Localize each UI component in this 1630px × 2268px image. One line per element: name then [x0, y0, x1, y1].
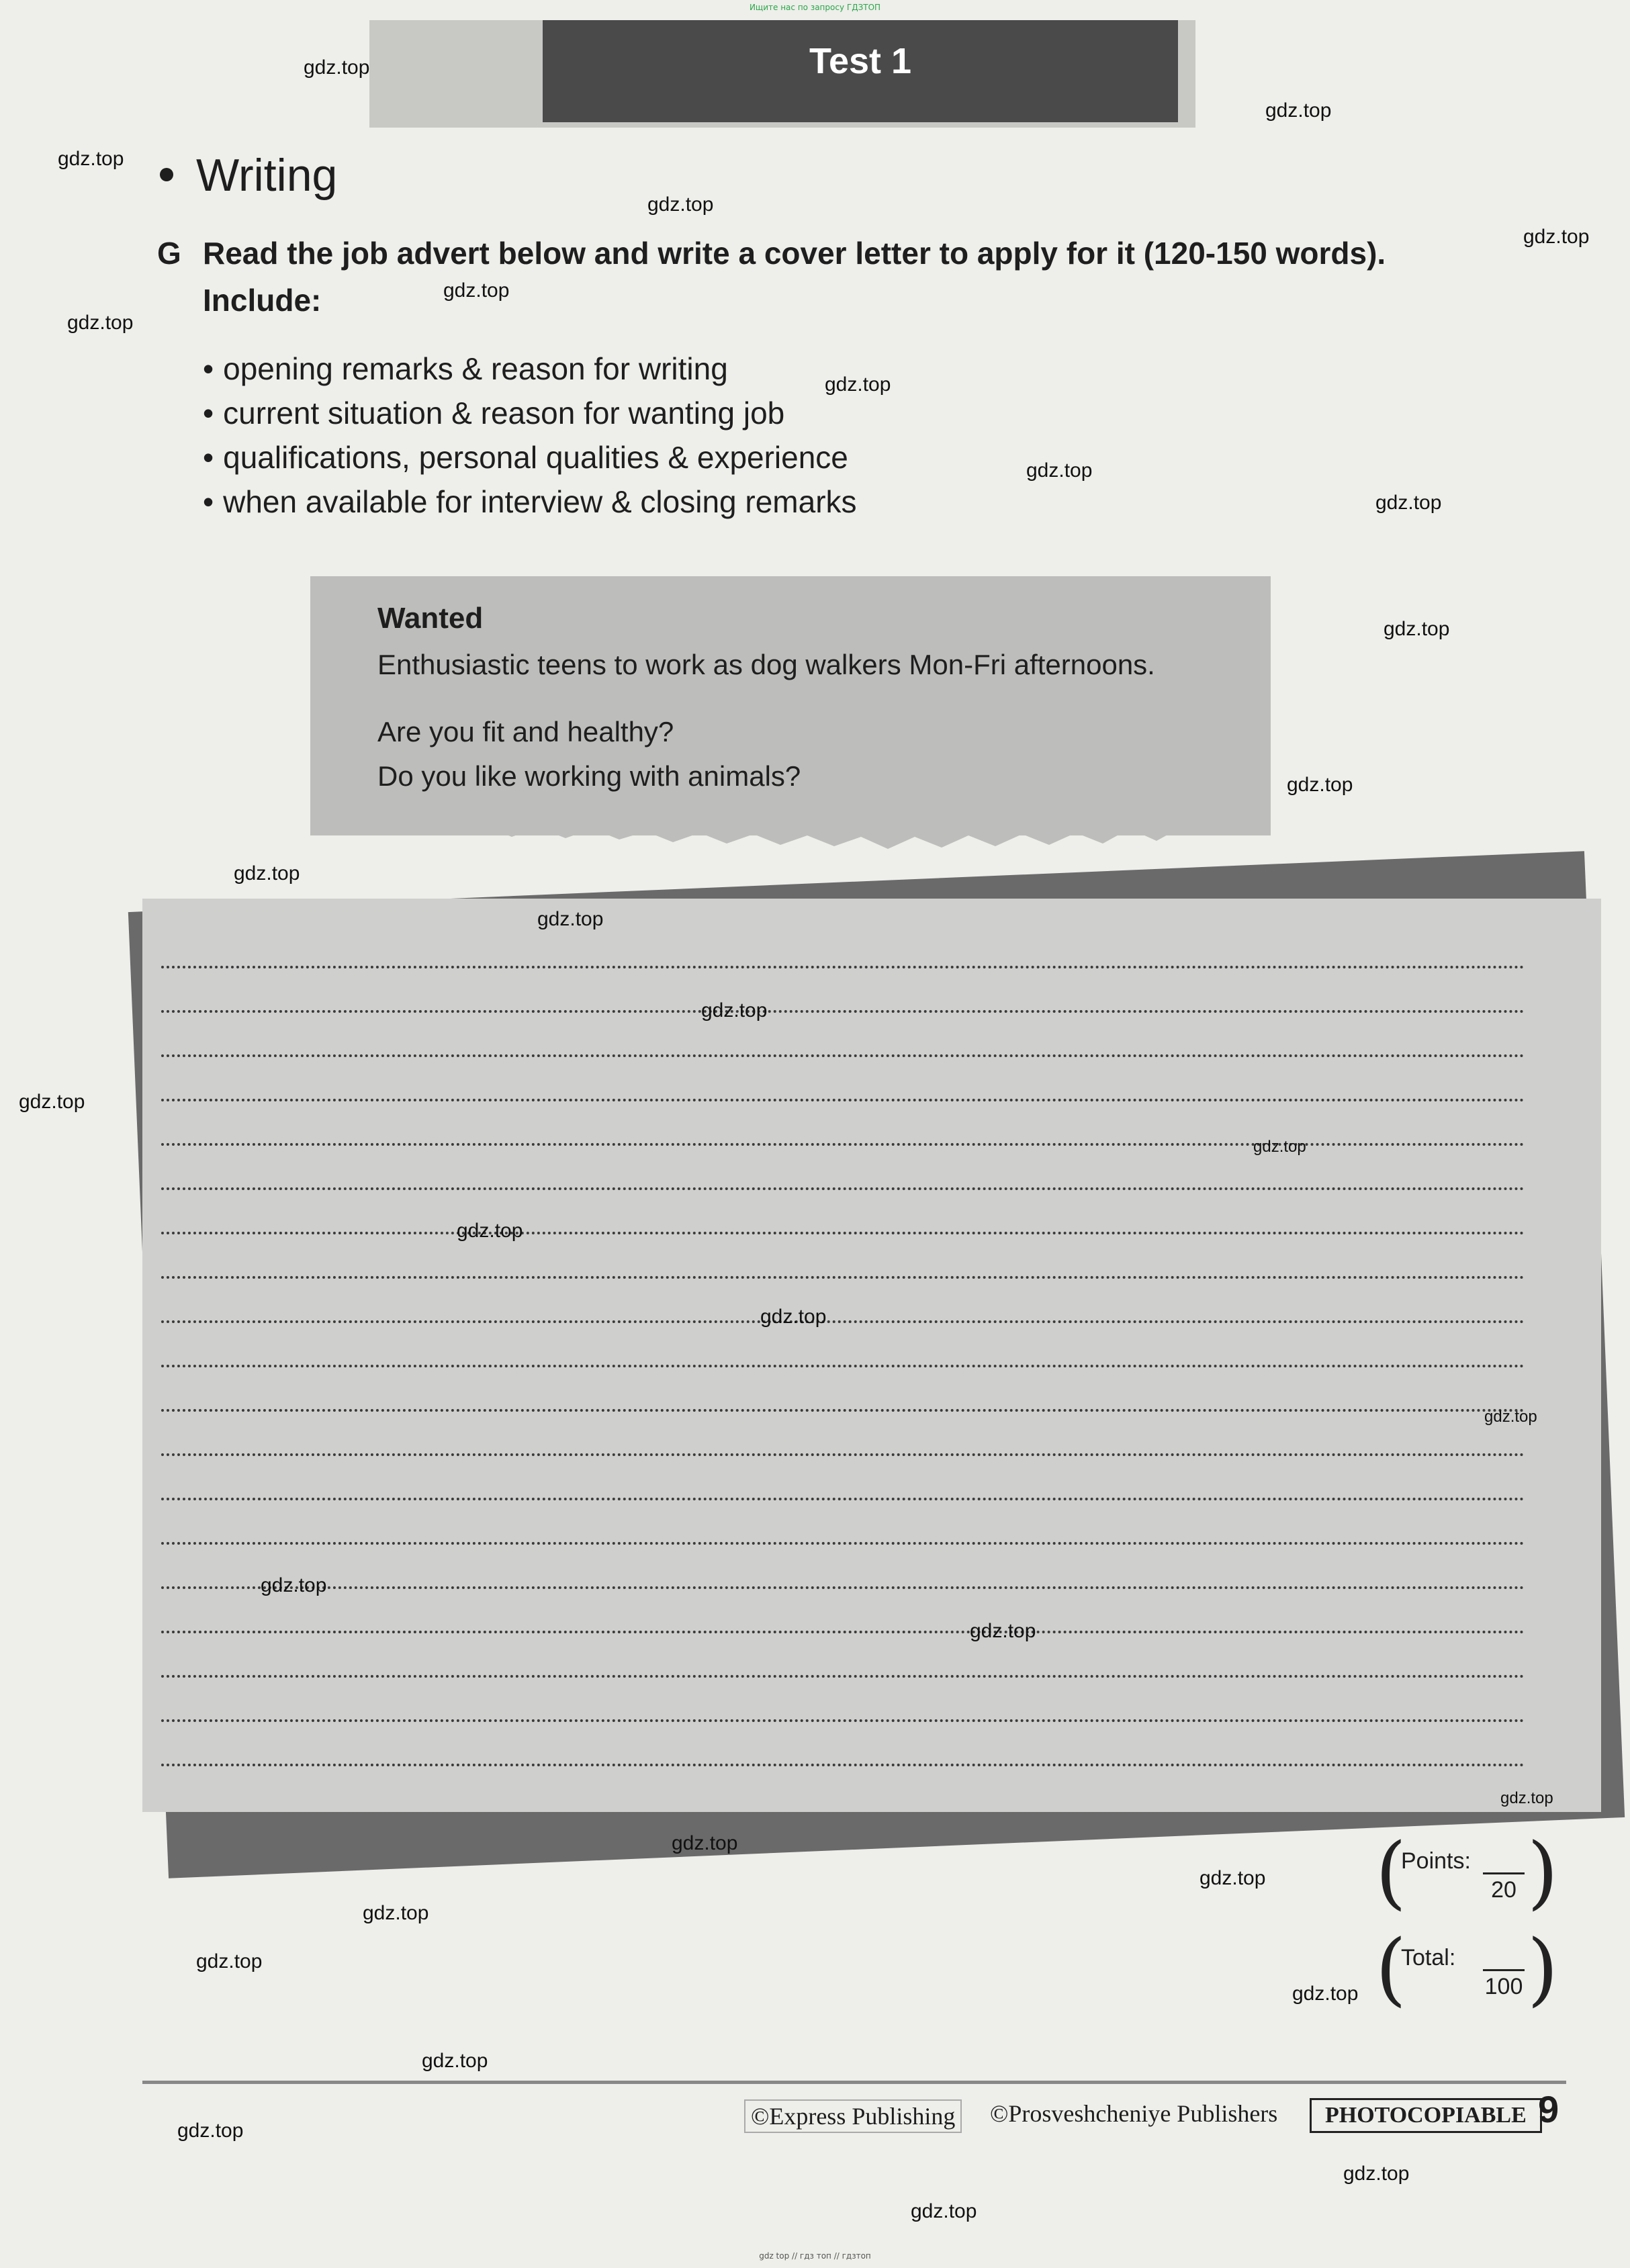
advert-line: Are you fit and healthy? [377, 716, 674, 747]
watermark: gdz.top [196, 1950, 263, 1972]
points-label: Points: [1401, 1848, 1471, 1874]
advert-line: Enthusiastic teens to work as dog walkers Mon-Fri afternoons. [377, 649, 1155, 680]
task-instruction: Read the job advert below and write a cover letter to apply for it (120-150 words). [203, 236, 1386, 271]
advert-title: Wanted [377, 602, 484, 635]
left-paren: ( [1375, 1922, 1407, 2015]
section-title-text: Writing [196, 150, 338, 201]
writing-line[interactable] [161, 968, 1525, 1013]
watermark: gdz.top [443, 279, 510, 302]
writing-line[interactable] [161, 1190, 1525, 1234]
watermark: gdz.top [58, 148, 124, 170]
writing-line[interactable] [161, 1678, 1525, 1722]
writing-line[interactable] [161, 1589, 1525, 1633]
writing-line[interactable] [161, 1013, 1525, 1057]
page-number: 9 [1538, 2088, 1559, 2130]
right-paren: ) [1527, 1922, 1559, 2015]
total-max: 100 [1483, 1969, 1525, 2000]
watermark: gdz.top [1523, 226, 1590, 248]
bottom-link[interactable]: gdz top // гдз топ // гдзтоп [759, 2251, 871, 2261]
watermark: gdz.top [701, 999, 768, 1022]
footer-rule [142, 2081, 1566, 2084]
photocopiable-badge: PHOTOCOPIABLE [1310, 2098, 1542, 2133]
watermark: gdz.top [1292, 1983, 1359, 2005]
total-box [1375, 1922, 1559, 2015]
watermark: gdz.top [537, 908, 604, 930]
publisher-express: ©Express Publishing [744, 2099, 962, 2133]
writing-line[interactable] [161, 1101, 1525, 1146]
watermark: gdz.top [1500, 1789, 1553, 1807]
watermark: gdz.top [457, 1220, 523, 1242]
watermark: gdz.top [1199, 1867, 1266, 1889]
writing-line[interactable] [161, 1412, 1525, 1456]
points-max: 20 [1483, 1872, 1525, 1903]
watermark: gdz.top [422, 2050, 488, 2072]
watermark: gdz.top [1343, 2163, 1410, 2185]
writing-lines[interactable] [161, 924, 1525, 1766]
total-label: Total: [1401, 1945, 1456, 1970]
watermark: gdz.top [1265, 99, 1332, 122]
left-paren: ( [1375, 1825, 1407, 1918]
bullet-icon [160, 168, 173, 181]
watermark: gdz.top [234, 862, 300, 884]
writing-line[interactable] [161, 1146, 1525, 1190]
watermark: gdz.top [363, 1902, 429, 1924]
watermark: gdz.top [1384, 618, 1450, 640]
watermark: gdz.top [304, 56, 370, 79]
advert-line: Do you like working with animals? [377, 760, 801, 792]
watermark: gdz.top [1287, 774, 1353, 796]
watermark: gdz.top [825, 373, 891, 396]
writing-line[interactable] [161, 1279, 1525, 1323]
page-title: Test 1 [809, 41, 912, 81]
watermark: gdz.top [1026, 459, 1093, 482]
writing-line[interactable] [161, 1057, 1525, 1101]
watermark: gdz.top [261, 1574, 327, 1596]
include-item: • current situation & reason for wanting job [203, 391, 857, 435]
watermark: gdz.top [970, 1620, 1036, 1642]
include-list [203, 347, 857, 524]
right-paren: ) [1527, 1825, 1559, 1918]
points-box [1375, 1825, 1559, 1918]
points-fraction [1483, 1843, 1525, 1903]
publisher-prosveshcheniye: ©Prosveshcheniye Publishers [990, 2100, 1278, 2127]
watermark: gdz.top [911, 2200, 977, 2222]
writing-line[interactable] [161, 1234, 1525, 1279]
watermark: gdz.top [19, 1091, 85, 1113]
watermark: gdz.top [67, 312, 134, 334]
watermark: gdz.top [672, 1832, 738, 1854]
watermark: gdz.top [177, 2120, 244, 2142]
writing-line[interactable] [161, 1323, 1525, 1367]
task-letter: G [157, 236, 181, 271]
writing-line[interactable] [161, 1500, 1525, 1545]
include-item: • opening remarks & reason for writing [203, 347, 857, 391]
watermark: gdz.top [760, 1306, 827, 1328]
writing-line[interactable] [161, 1456, 1525, 1500]
writing-line[interactable] [161, 1722, 1525, 1766]
total-fraction [1483, 1940, 1525, 2000]
include-item: • when available for interview & closing remarks [203, 480, 857, 524]
writing-line[interactable] [161, 1367, 1525, 1412]
section-title [160, 149, 337, 201]
writing-line[interactable] [161, 1633, 1525, 1678]
watermark: gdz.top [1253, 1138, 1306, 1156]
watermark: gdz.top [1484, 1408, 1537, 1426]
watermark: gdz.top [647, 193, 714, 216]
include-label: Include: [203, 283, 322, 318]
writing-line[interactable] [161, 1545, 1525, 1589]
include-item: • qualifications, personal qualities & experience [203, 435, 857, 480]
watermark: gdz.top [1375, 492, 1442, 514]
writing-line[interactable] [161, 924, 1525, 968]
top-search-link[interactable]: Ищите нас по запросу ГДЗТОП [749, 3, 881, 12]
